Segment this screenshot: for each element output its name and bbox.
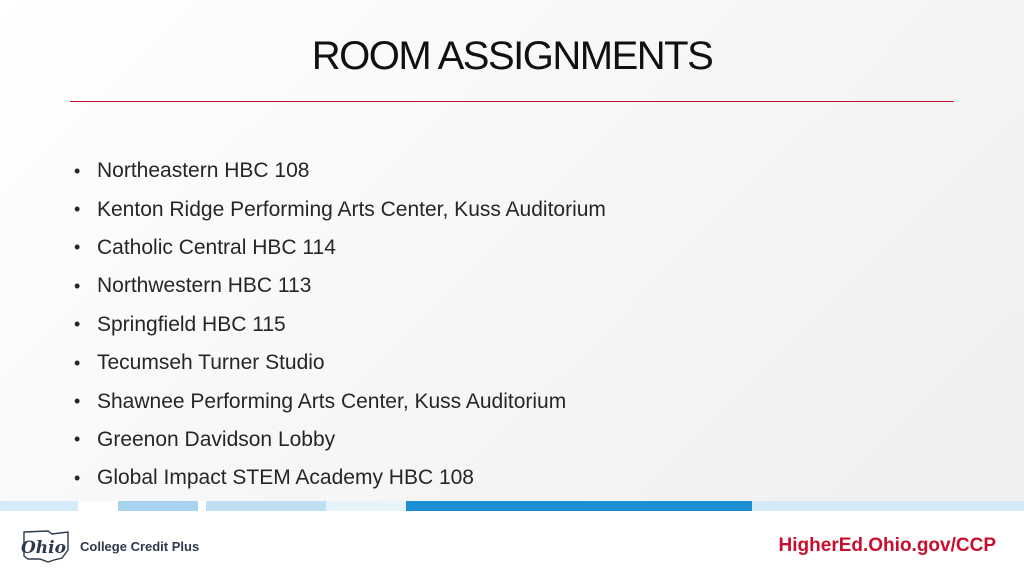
list-item-text: Tecumseh Turner Studio: [97, 351, 325, 375]
band-segment: [198, 501, 206, 511]
list-item: [74, 190, 606, 228]
bullet-icon: •: [74, 429, 81, 450]
bullet-icon: •: [74, 237, 81, 258]
slide-title: ROOM ASSIGNMENTS: [311, 34, 713, 78]
bullet-icon: •: [74, 391, 81, 412]
bullet-icon: •: [74, 275, 81, 296]
list-item: [74, 306, 606, 344]
band-segment: [0, 501, 78, 511]
list-item: [74, 344, 606, 382]
list-item: [74, 421, 606, 459]
list-item-text: Global Impact STEM Academy HBC 108: [97, 466, 474, 490]
band-segment: [406, 501, 752, 511]
footer: [0, 511, 1024, 576]
footer-color-band: [0, 501, 1024, 511]
bullet-icon: •: [74, 160, 81, 181]
band-segment: [752, 501, 1024, 511]
site-link[interactable]: HigherEd.Ohio.gov/CCP: [778, 535, 996, 556]
bullet-icon: •: [74, 467, 81, 488]
band-segment: [326, 501, 406, 511]
title-divider: [70, 101, 954, 102]
band-segment: [206, 501, 326, 511]
list-item-text: Northwestern HBC 113: [97, 274, 312, 298]
ohio-logo-icon: [18, 528, 74, 564]
room-assignment-list: [74, 152, 606, 498]
list-item: [74, 229, 606, 267]
list-item: [74, 267, 606, 305]
bullet-icon: •: [74, 352, 81, 373]
ohio-logo-text: Ohio: [21, 538, 66, 558]
list-item-text: Catholic Central HBC 114: [97, 235, 336, 259]
program-name: College Credit Plus: [80, 539, 200, 554]
bullet-icon: •: [74, 199, 81, 220]
list-item: [74, 459, 606, 497]
list-item-text: Northeastern HBC 108: [97, 159, 310, 183]
list-item-text: Springfield HBC 115: [97, 312, 286, 336]
list-item: [74, 382, 606, 420]
band-segment: [118, 501, 198, 511]
band-segment: [78, 501, 118, 511]
list-item: [74, 152, 606, 190]
list-item-text: Shawnee Performing Arts Center, Kuss Auditorium: [97, 389, 567, 413]
list-item-text: Kenton Ridge Performing Arts Center, Kuss Auditorium: [97, 197, 606, 221]
list-item-text: Greenon Davidson Lobby: [97, 427, 336, 451]
bullet-icon: •: [74, 314, 81, 335]
